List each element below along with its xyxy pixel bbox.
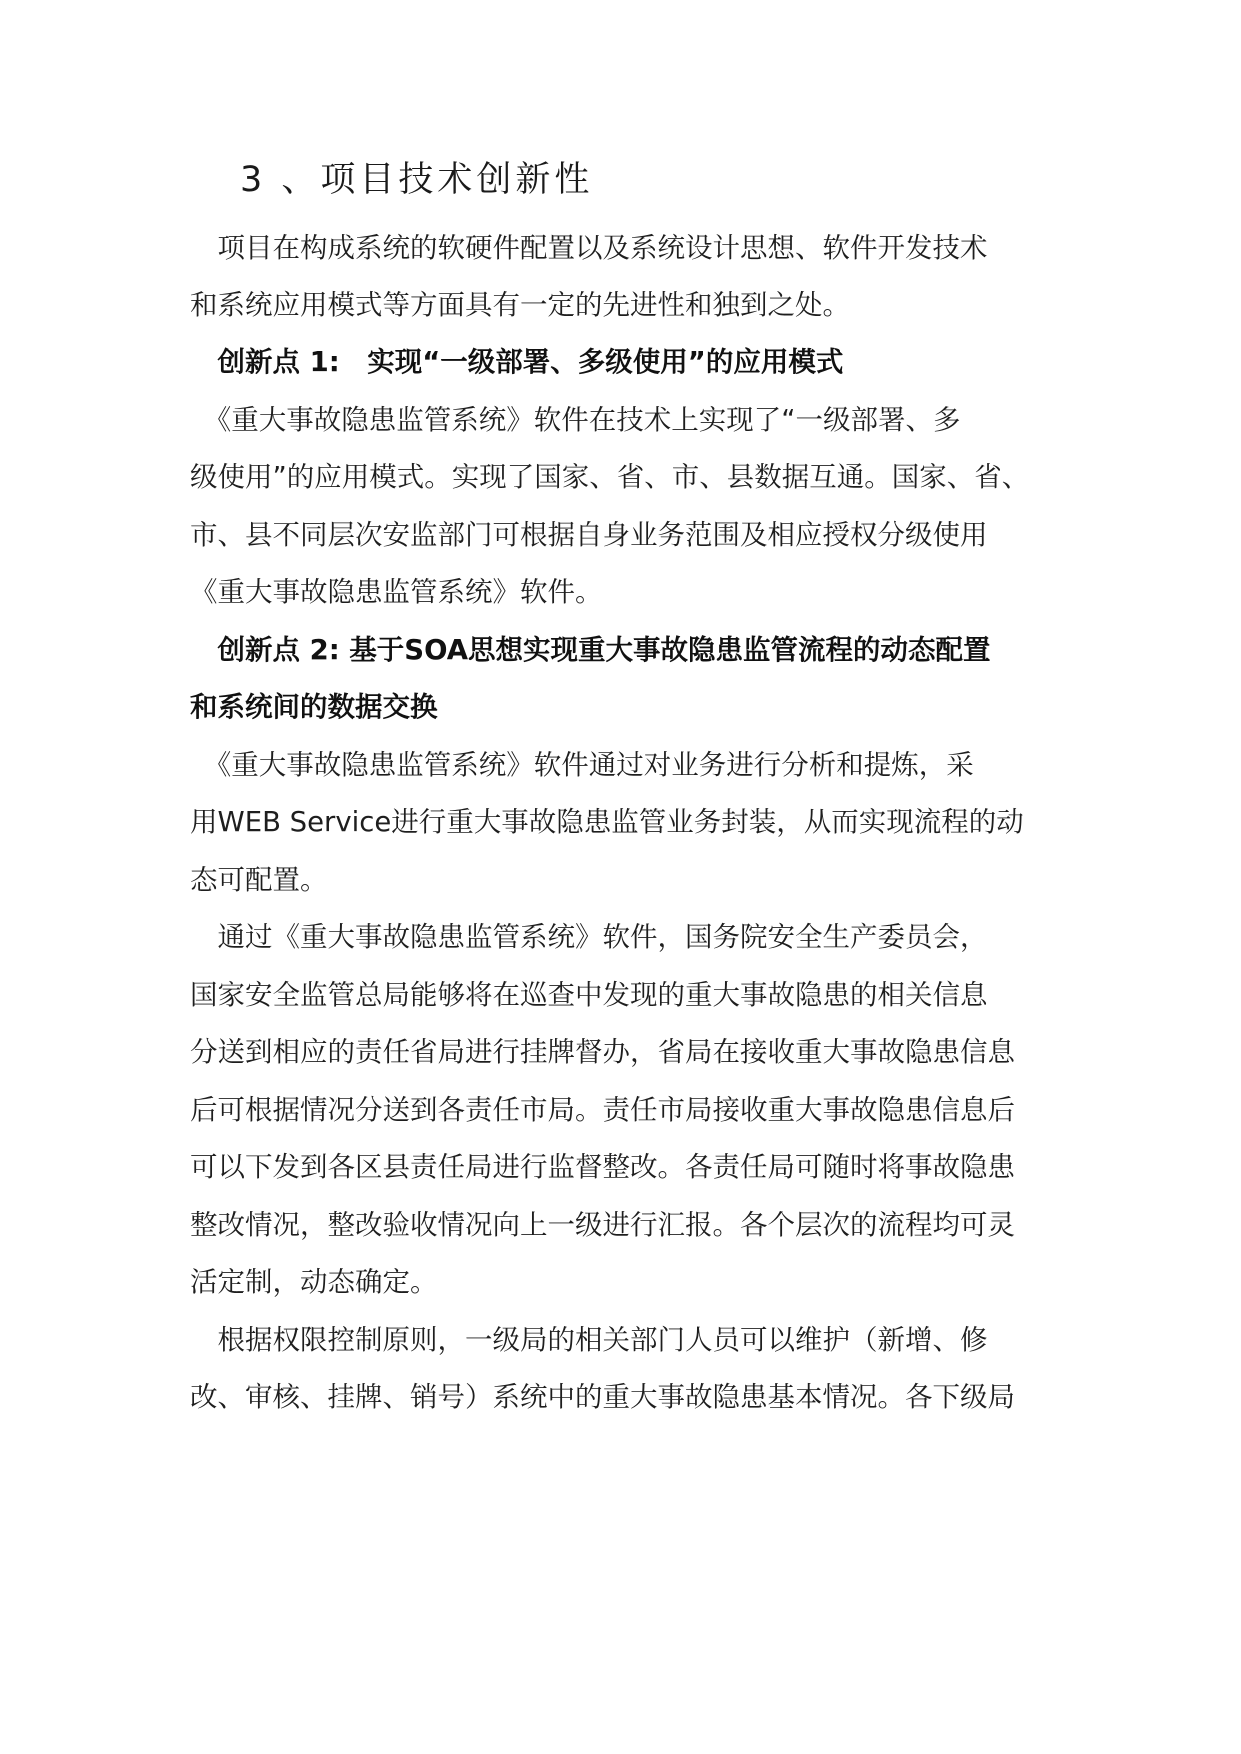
paragraph-line: 后可根据情况分送到各责任市局。责任市局接收重大事故隐患信息后 [190,1094,1015,1126]
paragraph-line: 项目在构成系统的软硬件配置以及系统设计思想、软件开发技术 [190,232,988,264]
paragraph-line: 国家安全监管总局能够将在巡查中发现的重大事故隐患的相关信息 [190,979,988,1011]
paragraph-line: 改、审核、挂牌、销号）系统中的重大事故隐患基本情况。各下级局 [190,1381,1015,1413]
paragraph-line: 根据权限控制原则，一级局的相关部门人员可以维护（新增、修 [190,1324,988,1356]
paragraph-line: 《重大事故隐患监管系统》软件。 [190,576,603,608]
paragraph-line: 通过《重大事故隐患监管系统》软件，国务院安全生产委员会， [190,921,988,953]
paragraph-line: 分送到相应的责任省局进行挂牌督办，省局在接收重大事故隐患信息 [190,1036,1015,1068]
paragraph-line: 《重大事故隐患监管系统》软件通过对业务进行分析和提炼，采 [190,749,974,781]
paragraph-line: 可以下发到各区县责任局进行监督整改。各责任局可随时将事故隐患 [190,1151,1015,1183]
paragraph-line: 和系统应用模式等方面具有一定的先进性和独到之处。 [190,289,850,321]
innovation-point-1-title: 创新点 1: 实现“一级部署、多级使用”的应用模式 [190,346,844,378]
paragraph-line: 活定制，动态确定。 [190,1266,438,1298]
paragraph-line: 态可配置。 [190,864,328,896]
innovation-point-2-title-cont: 和系统间的数据交换 [190,691,438,723]
innovation-point-2-title: 创新点 2: 基于SOA思想实现重大事故隐患监管流程的动态配置 [190,634,991,666]
paragraph-line: 市、县不同层次安监部门可根据自身业务范围及相应授权分级使用 [190,519,988,551]
section-heading: 3 、项目技术创新性 [240,160,594,200]
paragraph-line: 级使用”的应用模式。实现了国家、省、市、县数据互通。国家、省、 [190,461,1030,493]
paragraph-line: 《重大事故隐患监管系统》软件在技术上实现了“一级部署、多 [190,404,961,436]
paragraph-line: 整改情况，整改验收情况向上一级进行汇报。各个层次的流程均可灵 [190,1209,1015,1241]
paragraph-line: 用WEB Service进行重大事故隐患监管业务封装，从而实现流程的动 [190,806,1024,838]
